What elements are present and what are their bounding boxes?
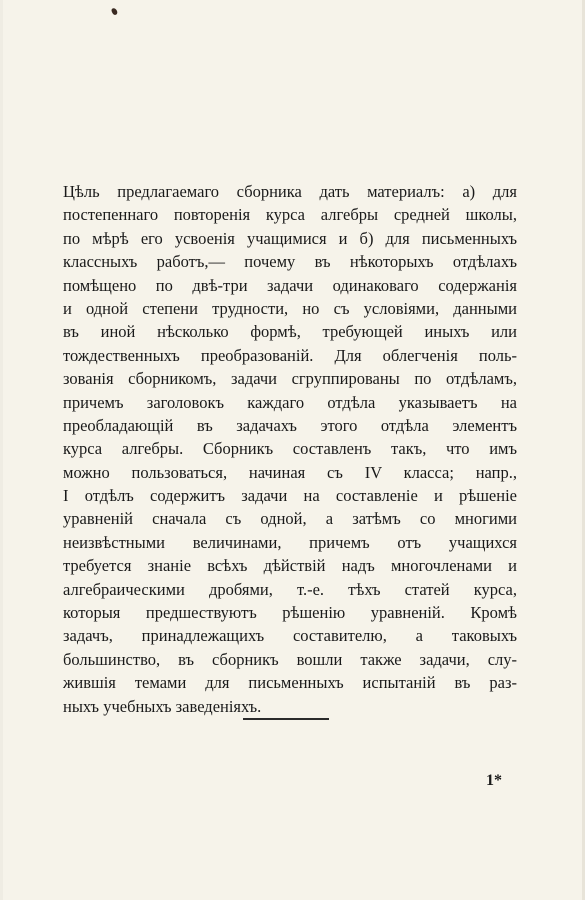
text-line: большинство, въ сборникъ вошли также задачи, слу-: [63, 649, 517, 669]
text-line: задачъ, принадлежащихъ составителю, а таковыхъ: [63, 626, 517, 646]
text-line: постепеннаго повторенія курса алгебры средней школы,: [63, 205, 517, 225]
section-divider: [243, 718, 329, 720]
text-line: Цѣль предлагаемаго сборника дать материалъ: а) для: [63, 182, 517, 201]
ink-speck: [111, 7, 118, 15]
text-line: тождественныхъ преобразованій. Для облегченія поль-: [63, 345, 517, 365]
text-line: которыя предшествуютъ рѣшенію уравненій. Кромѣ: [63, 603, 517, 623]
text-line: преобладающій въ задачахъ этого отдѣла элементъ: [63, 415, 517, 435]
text-line: I отдѣлъ содержитъ задачи на составленіе и рѣшеніе: [63, 486, 517, 506]
text-line: можно пользоваться, начиная съ IV класса; напр.,: [63, 462, 517, 482]
text-line: классныхъ работъ,— почему въ нѣкоторыхъ отдѣлахъ: [63, 252, 517, 272]
preface-paragraph: [63, 180, 517, 718]
text-line: и одной степени трудности, но съ условіями, данными: [63, 298, 517, 318]
text-line: требуется знаніе всѣхъ дѣйствій надъ многочленами и: [63, 556, 517, 576]
text-line: по мѣрѣ его усвоенія учащимися и б) для письменныхъ: [63, 228, 517, 248]
page-number: 1*: [486, 772, 502, 789]
text-line: помѣщено по двѣ-три задачи одинаковаго содержанія: [63, 275, 517, 295]
text-line: жившія темами для письменныхъ испытаній въ раз-: [63, 673, 517, 693]
text-line: причемъ заголовокъ каждаго отдѣла указываетъ на: [63, 392, 517, 412]
text-line: уравненій сначала съ одной, а затѣмъ со многими: [63, 509, 517, 529]
text-line-last: ныхъ учебныхъ заведеніяхъ.: [63, 696, 262, 716]
text-line: алгебраическими дробями, т.-е. тѣхъ статей курса,: [63, 579, 517, 599]
text-line: курса алгебры. Сборникъ составленъ такъ, что имъ: [63, 439, 517, 459]
text-line: зованія сборникомъ, задачи сгруппированы по отдѣламъ,: [63, 369, 517, 389]
text-line: въ иной нѣсколько формѣ, требующей иныхъ или: [63, 322, 517, 342]
text-line: неизвѣстными величинами, причемъ отъ учащихся: [63, 532, 517, 552]
